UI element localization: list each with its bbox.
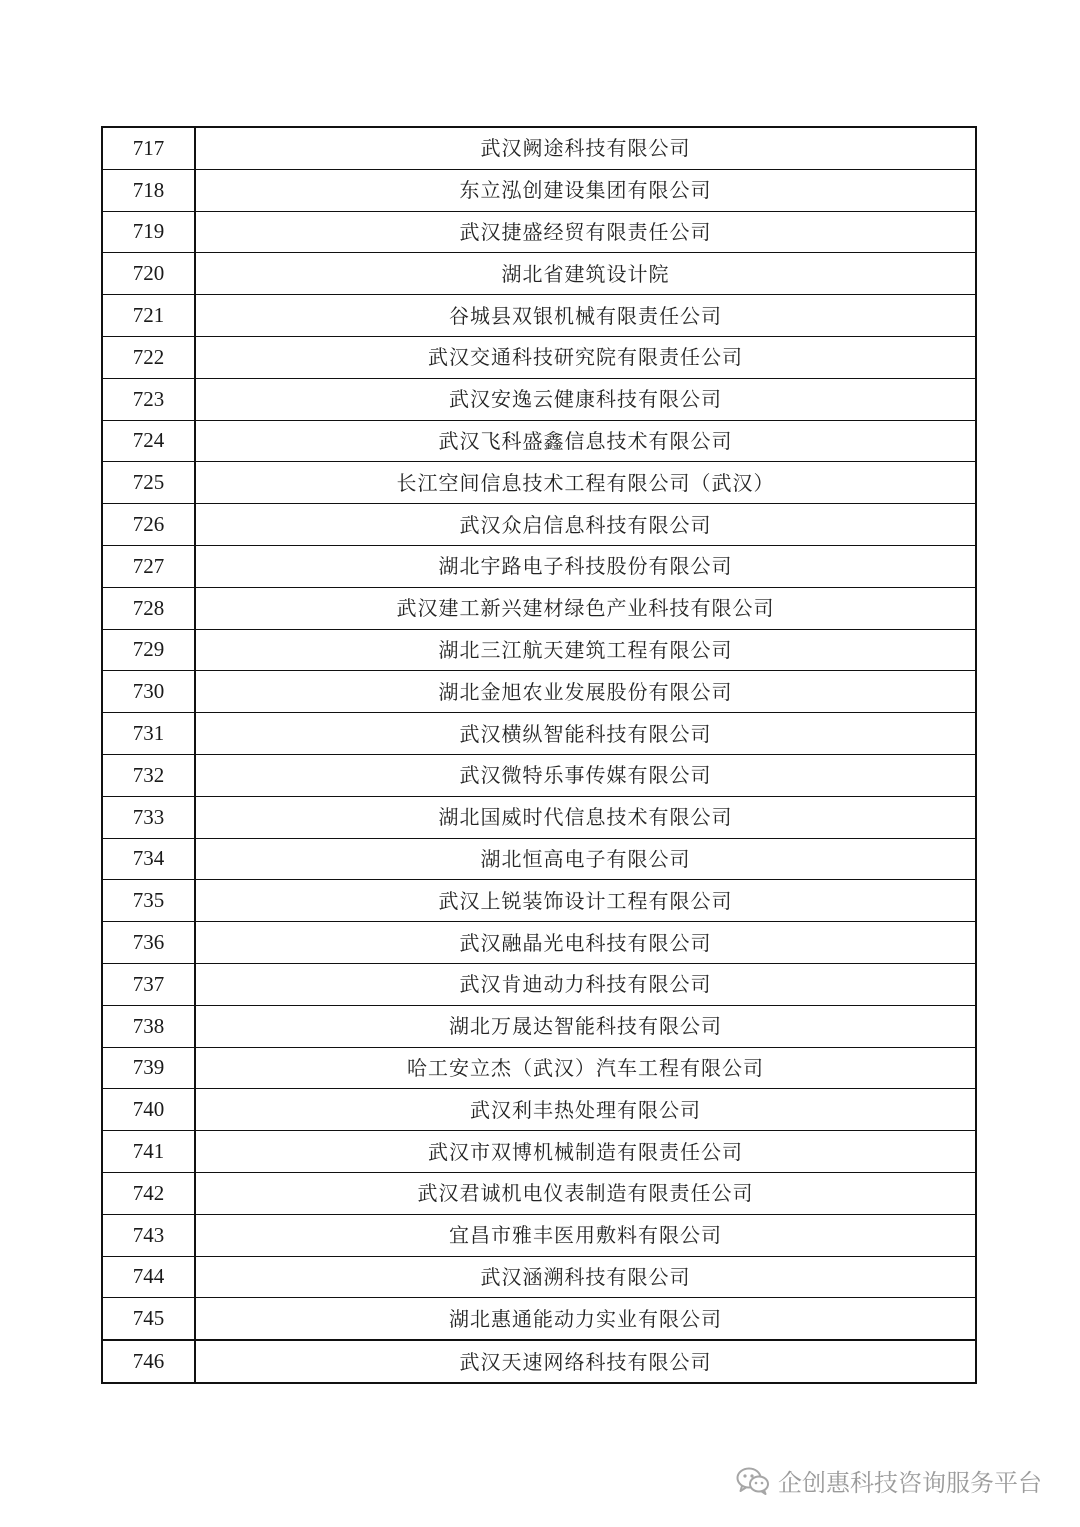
table-row [102, 629, 976, 671]
row-number-cell: 728 [102, 587, 195, 629]
table-row [102, 1047, 976, 1089]
company-name-cell: 武汉飞科盛鑫信息技术有限公司 [195, 420, 976, 462]
row-number-cell: 744 [102, 1256, 195, 1298]
row-number-cell: 740 [102, 1089, 195, 1131]
company-name-cell: 湖北国威时代信息技术有限公司 [195, 796, 976, 838]
table-row [102, 336, 976, 378]
company-name-cell: 湖北万晟达智能科技有限公司 [195, 1005, 976, 1047]
wechat-watermark [736, 1463, 1042, 1498]
company-name-cell: 湖北恒高电子有限公司 [195, 838, 976, 880]
company-list-body [102, 127, 976, 1383]
table-row [102, 587, 976, 629]
row-number-cell: 743 [102, 1214, 195, 1256]
row-number-cell: 717 [102, 127, 195, 169]
company-name-cell: 武汉利丰热处理有限公司 [195, 1089, 976, 1131]
table-row [102, 253, 976, 295]
row-number-cell: 738 [102, 1005, 195, 1047]
wechat-icon [736, 1467, 770, 1495]
row-number-cell: 745 [102, 1298, 195, 1340]
table-row [102, 462, 976, 504]
row-number-cell: 720 [102, 253, 195, 295]
table-row [102, 922, 976, 964]
row-number-cell: 741 [102, 1131, 195, 1173]
company-name-cell: 长江空间信息技术工程有限公司（武汉） [195, 462, 976, 504]
row-number-cell: 735 [102, 880, 195, 922]
company-name-cell: 武汉君诚机电仪表制造有限责任公司 [195, 1172, 976, 1214]
row-number-cell: 730 [102, 671, 195, 713]
company-name-cell: 湖北三江航天建筑工程有限公司 [195, 629, 976, 671]
company-name-cell: 武汉肯迪动力科技有限公司 [195, 963, 976, 1005]
table-row [102, 420, 976, 462]
table-row [102, 796, 976, 838]
table-row [102, 1256, 976, 1298]
row-number-cell: 721 [102, 295, 195, 337]
table-row [102, 963, 976, 1005]
table-row [102, 671, 976, 713]
row-number-cell: 734 [102, 838, 195, 880]
company-name-cell: 湖北惠通能动力实业有限公司 [195, 1298, 976, 1340]
table-row [102, 1131, 976, 1173]
table-row [102, 378, 976, 420]
row-number-cell: 723 [102, 378, 195, 420]
company-name-cell: 武汉安逸云健康科技有限公司 [195, 378, 976, 420]
row-number-cell: 737 [102, 963, 195, 1005]
table-row [102, 713, 976, 755]
company-name-cell: 武汉涵溯科技有限公司 [195, 1256, 976, 1298]
row-number-cell: 746 [102, 1340, 195, 1383]
table-row [102, 545, 976, 587]
table-row [102, 754, 976, 796]
table-row [102, 1298, 976, 1340]
row-number-cell: 718 [102, 169, 195, 211]
company-name-cell: 哈工安立杰（武汉）汽车工程有限公司 [195, 1047, 976, 1089]
table-row [102, 504, 976, 546]
company-name-cell: 武汉交通科技研究院有限责任公司 [195, 336, 976, 378]
company-name-cell: 武汉阙途科技有限公司 [195, 127, 976, 169]
table-row [102, 880, 976, 922]
table-row [102, 169, 976, 211]
company-name-cell: 宜昌市雅丰医用敷料有限公司 [195, 1214, 976, 1256]
row-number-cell: 742 [102, 1172, 195, 1214]
company-name-cell: 武汉市双博机械制造有限责任公司 [195, 1131, 976, 1173]
table-row [102, 211, 976, 253]
row-number-cell: 729 [102, 629, 195, 671]
watermark-text: 企创惠科技咨询服务平台 [778, 1469, 1042, 1497]
company-list-table [101, 126, 977, 1384]
company-name-cell: 谷城县双银机械有限责任公司 [195, 295, 976, 337]
company-name-cell: 武汉横纵智能科技有限公司 [195, 713, 976, 755]
row-number-cell: 719 [102, 211, 195, 253]
company-name-cell: 武汉众启信息科技有限公司 [195, 504, 976, 546]
company-name-cell: 湖北宇路电子科技股份有限公司 [195, 545, 976, 587]
company-name-cell: 武汉微特乐事传媒有限公司 [195, 754, 976, 796]
table-row [102, 1172, 976, 1214]
company-name-cell: 武汉建工新兴建材绿色产业科技有限公司 [195, 587, 976, 629]
row-number-cell: 727 [102, 545, 195, 587]
company-name-cell: 东立泓创建设集团有限公司 [195, 169, 976, 211]
company-name-cell: 湖北省建筑设计院 [195, 253, 976, 295]
row-number-cell: 724 [102, 420, 195, 462]
row-number-cell: 726 [102, 504, 195, 546]
company-name-cell: 湖北金旭农业发展股份有限公司 [195, 671, 976, 713]
row-number-cell: 725 [102, 462, 195, 504]
row-number-cell: 732 [102, 754, 195, 796]
row-number-cell: 733 [102, 796, 195, 838]
table-row [102, 1214, 976, 1256]
table-row [102, 1005, 976, 1047]
row-number-cell: 722 [102, 336, 195, 378]
row-number-cell: 739 [102, 1047, 195, 1089]
row-number-cell: 736 [102, 922, 195, 964]
company-name-cell: 武汉融晶光电科技有限公司 [195, 922, 976, 964]
table-row [102, 838, 976, 880]
table-row [102, 295, 976, 337]
table-row [102, 127, 976, 169]
table-row [102, 1340, 976, 1383]
table-row [102, 1089, 976, 1131]
company-name-cell: 武汉天速网络科技有限公司 [195, 1340, 976, 1383]
company-name-cell: 武汉上锐装饰设计工程有限公司 [195, 880, 976, 922]
company-name-cell: 武汉捷盛经贸有限责任公司 [195, 211, 976, 253]
row-number-cell: 731 [102, 713, 195, 755]
